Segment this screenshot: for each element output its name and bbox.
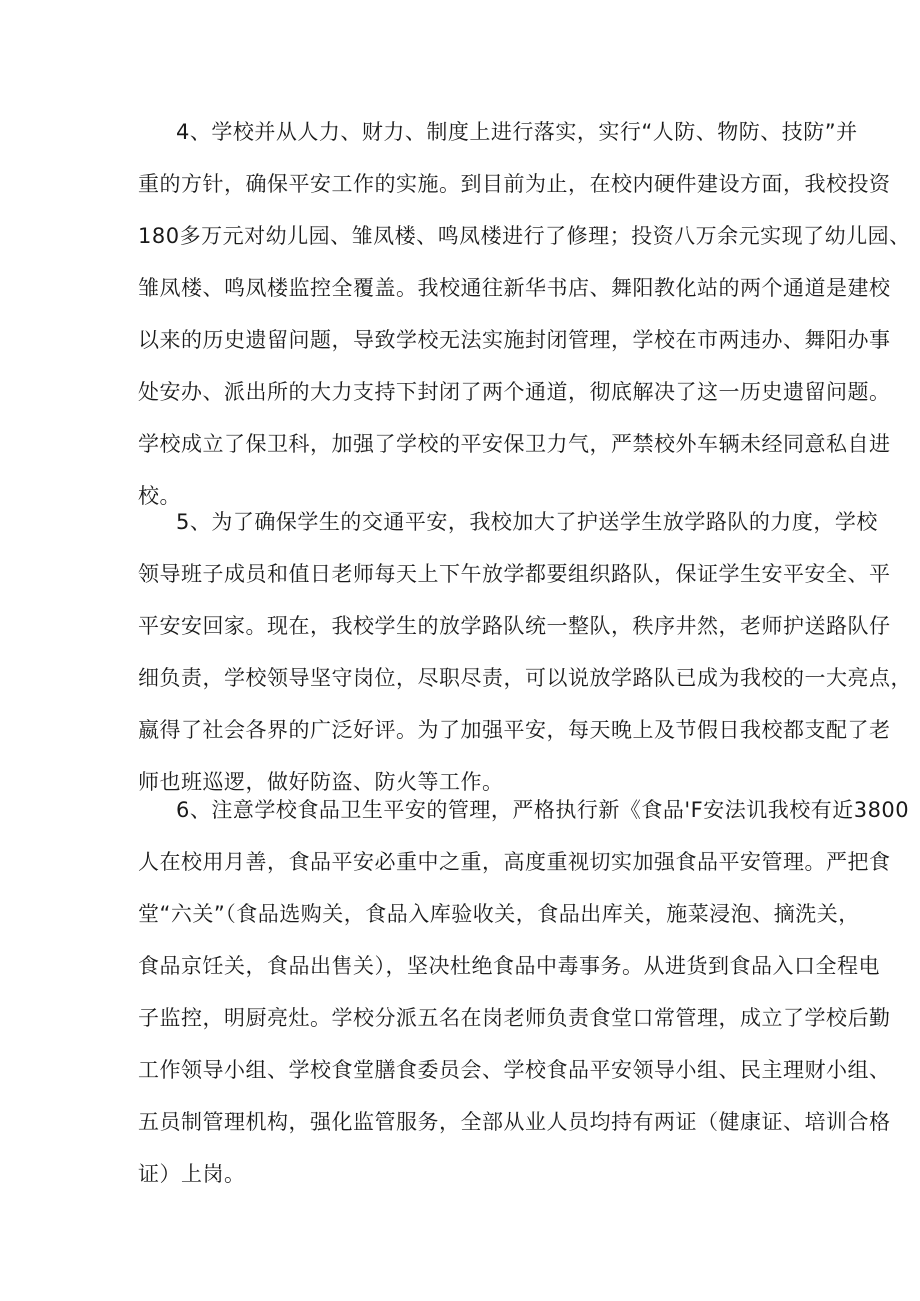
paragraph-line: 堂“六关”（食品选购关，食品入库验收关，食品出库关，施菜浸泡、摘洗关，: [138, 902, 860, 926]
paragraph-line: 领导班子成员和值日老师每天上下午放学都要组织路队，保证学生安平安全、平: [138, 562, 891, 586]
paragraph-line: 嬴得了社会各界的广泛好评。为了加强平安，每天晚上及节假日我校都支配了老: [138, 718, 891, 742]
paragraph-line: 五员制管理机构，强化监管服务，全部从业人员均持有两证（健康证、培训合格: [138, 1110, 891, 1134]
paragraph-line: 工作领导小组、学校食堂膳食委员会、学校食品平安领导小组、民主理财小组、: [138, 1058, 891, 1082]
paragraph-line: 证）上岗。: [138, 1162, 246, 1186]
paragraph-line: 5、为了确保学生的交通平安，我校加大了护送学生放学路队的力度，学校: [176, 510, 878, 534]
paragraph-line: 学校成立了保卫科，加强了学校的平安保卫力气，严禁校外车辆未经同意私自进: [138, 432, 891, 456]
paragraph-line: 雏凤楼、鸣凤楼监控全覆盖。我校通往新华书店、舞阳教化站的两个通道是建校: [138, 276, 891, 300]
paragraph-line: 6、注意学校食品卫生平安的管理，严格执行新《食品'F安法讥我校有近3800: [176, 798, 910, 822]
paragraph-line: 师也班巡逻，做好防盗、防火等工作。: [138, 770, 504, 794]
paragraph-line: 处安办、派出所的大力支持下封闭了两个通道，彻底解决了这一历史遗留问题。: [138, 380, 891, 404]
paragraph-line: 细负责，学校领导坚守岗位，尽职尽责，可以说放学路队已成为我校的一大亮点，: [138, 666, 912, 690]
paragraph-line: 180多万元对幼儿园、雏凤楼、鸣凤楼进行了修理；投资八万余元实现了幼儿园、: [138, 224, 911, 248]
paragraph-line: 人在校用月善，食品平安必重中之重，高度重视切实加强食品平安管理。严把食: [138, 850, 891, 874]
paragraph-line: 子监控，明厨亮灶。学校分派五名在岗老师负责食堂口常管理，成立了学校后勤: [138, 1006, 891, 1030]
paragraph-line: 以来的历史遗留问题，导致学校无法实施封闭管理，学校在市两违办、舞阳办事: [138, 328, 891, 352]
paragraph-line: 4、学校并从人力、财力、制度上进行落实，实行“人防、物防、技防”并: [176, 120, 858, 144]
paragraph-line: 校。: [138, 484, 181, 508]
paragraph-line: 平安安回家。现在，我校学生的放学路队统一整队，秩序井然，老师护送路队仔: [138, 614, 891, 638]
paragraph-line: 重的方针，确保平安工作的实施。到目前为止，在校内硬件建设方面，我校投资: [138, 172, 891, 196]
paragraph-line: 食品京饪关，食品出售关），坚决杜绝食品中毒事务。从进货到食品入口全程电: [138, 954, 880, 978]
